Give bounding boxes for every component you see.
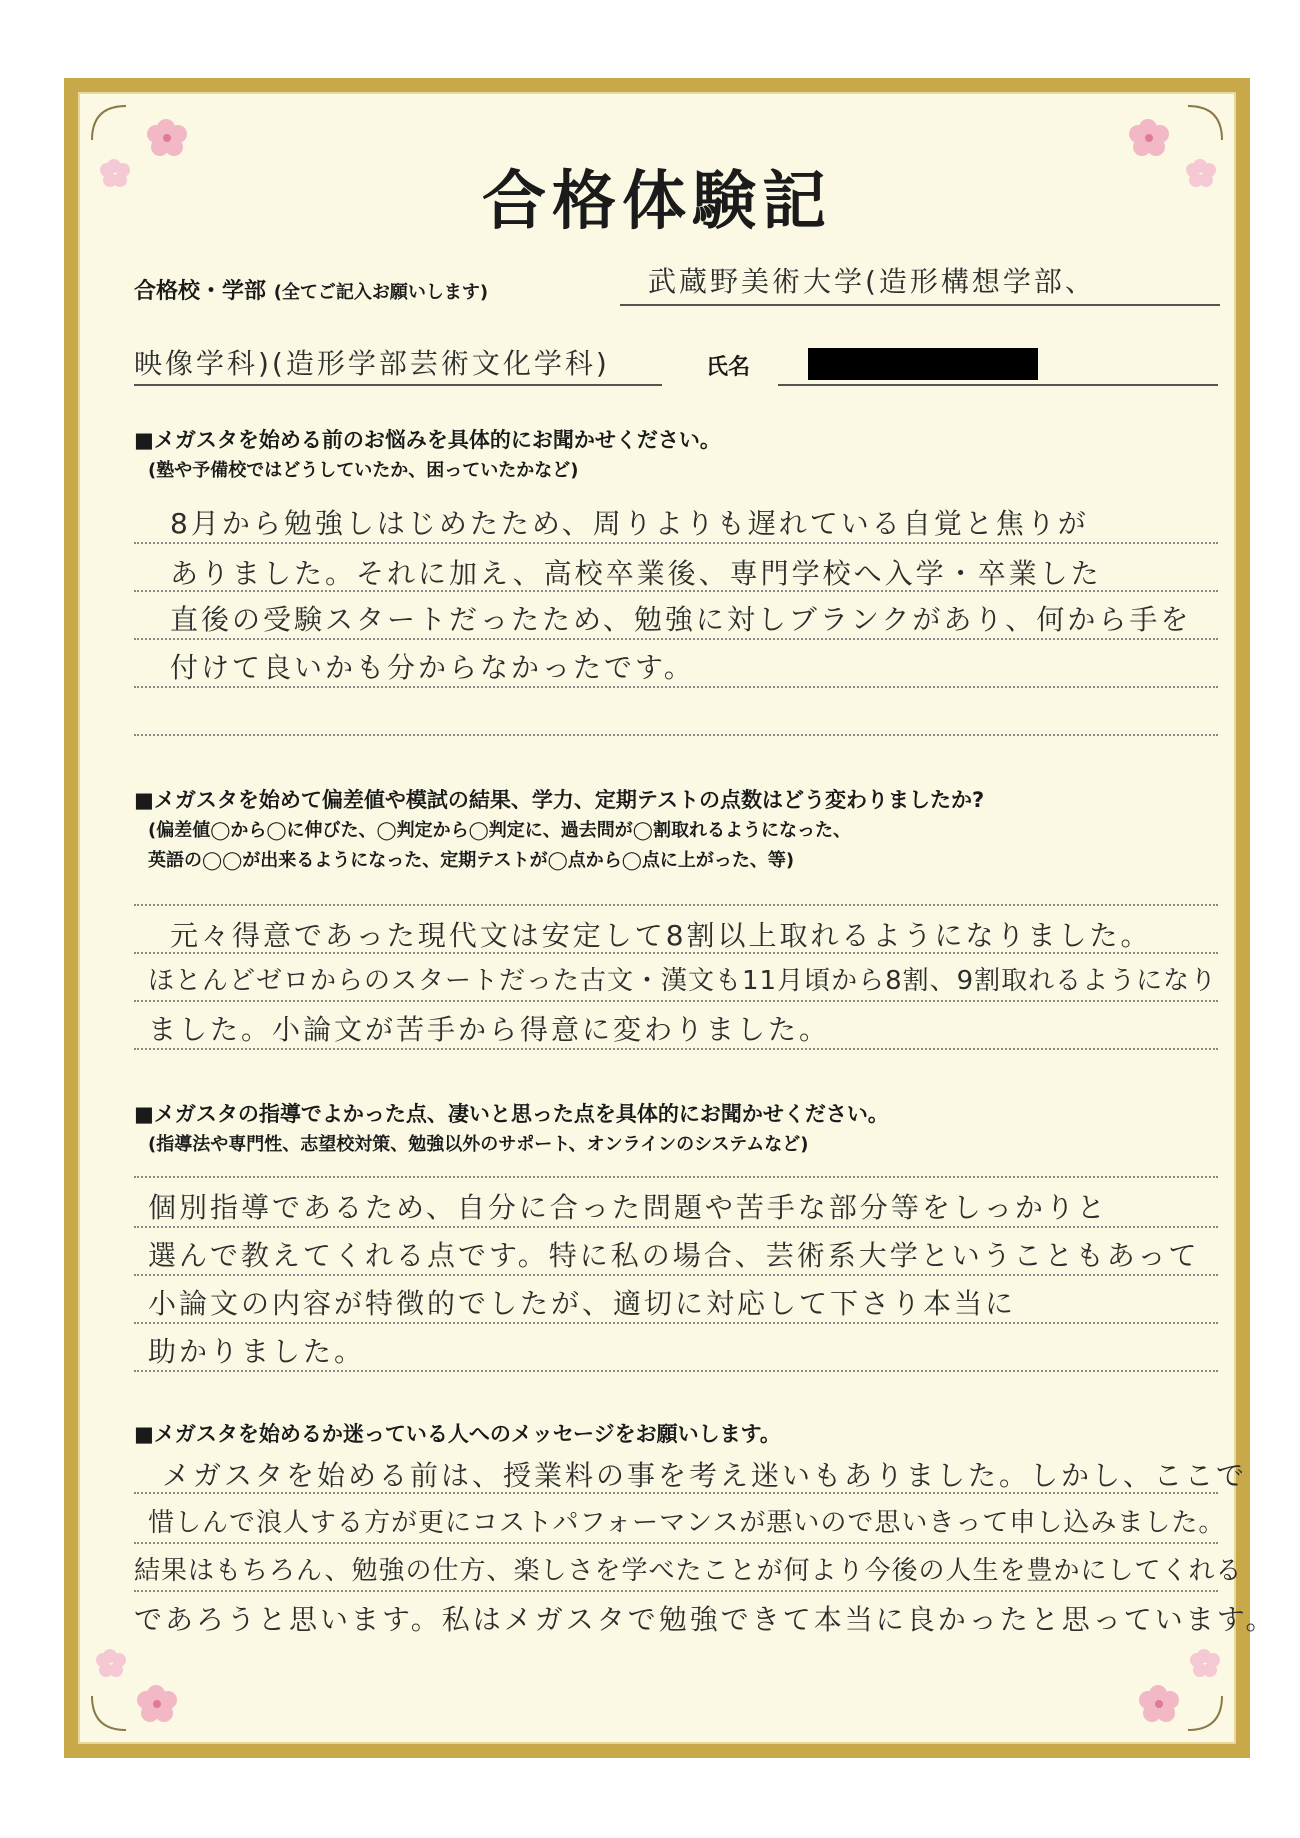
rule (134, 904, 1218, 906)
section3-answer-2: 選んで教えてくれる点です。特に私の場合、芸術系大学ということもあって (148, 1239, 1200, 1272)
section1-answer-4: 付けて良いかも分からなかったです。 (170, 651, 695, 684)
redacted-name (808, 348, 1038, 380)
section2-heading: ■メガスタを始めて偏差値や模試の結果、学力、定期テストの点数はどう変わりましたか? (134, 788, 985, 812)
rule (134, 1176, 1218, 1178)
rule (134, 686, 1218, 688)
section1-answer-1: 8月から勉強しはじめたため、周りよりも遅れている自覚と焦りが (170, 507, 1089, 540)
school-label (134, 274, 488, 305)
section4-answer-2: 惜しんで浪人する方が更にコストパフォーマンスが悪いので思いきって申し込みました。 (148, 1508, 1226, 1538)
section2-sub-2: 英語の◯◯が出来るようになった、定期テストが◯点から◯点に上がった、等) (148, 850, 795, 871)
school-underline-2 (134, 384, 662, 386)
name-label: 氏名 (706, 355, 751, 380)
section4-answer-1: メガスタを始める前は、授業料の事を考え迷いもありました。しかし、ここで (162, 1459, 1248, 1492)
section1-sub: (塾や予備校ではどうしていたか、困っていたかなど) (148, 460, 579, 481)
rule (134, 1000, 1218, 1002)
section1-answer-3: 直後の受験スタートだったため、勉強に対しブランクがあり、何から手を (170, 603, 1192, 636)
section2-answer-1: 元々得意であった現代文は安定して8割以上取れるようになりました。 (170, 919, 1152, 952)
rule (134, 734, 1218, 736)
section1-answer-2: ありました。それに加え、高校卒業後、専門学校へ入学・卒業した (170, 557, 1102, 590)
rule (134, 1322, 1218, 1324)
section3-sub: (指導法や専門性、志望校対策、勉強以外のサポート、オンラインのシステムなど) (148, 1134, 809, 1155)
section2-answer-3: ました。小論文が苦手から得意に変わりました。 (148, 1013, 831, 1046)
rule (134, 1274, 1218, 1276)
school-underline-1 (620, 304, 1220, 306)
school-answer-line1: 武蔵野美術大学(造形構想学部、 (648, 265, 1096, 298)
school-label-text: 合格校・学部 (134, 279, 267, 304)
section3-answer-1: 個別指導であるため、自分に合った問題や苦手な部分等をしっかりと (148, 1191, 1108, 1224)
rule (134, 1492, 1218, 1494)
rule (134, 952, 1218, 954)
rule (134, 638, 1218, 640)
section4-heading: ■メガスタを始めるか迷っている人へのメッセージをお願いします。 (134, 1422, 781, 1446)
rule (134, 1048, 1218, 1050)
section2-sub-1: (偏差値◯から◯に伸びた、◯判定から◯判定に、過去問が◯割取れるようになった、 (148, 820, 851, 841)
rule (134, 542, 1218, 544)
rule (134, 590, 1218, 592)
certificate-frame (64, 78, 1277, 1758)
section2-answer-2: ほとんどゼロからのスタートだった古文・漢文も11月頃から8割、9割取れるようになり (148, 966, 1218, 996)
section4-answer-3: 結果はもちろん、勉強の仕方、楽しさを学べたことが何より今後の人生を豊かにしてくれる (134, 1556, 1243, 1586)
school-note: (全てご記入お願いします) (273, 282, 489, 303)
school-answer-line2: 映像学科)(造形学部芸術文化学科) (134, 347, 610, 380)
section4-answer-4: であろうと思います。私はメガスタで勉強できて本当に良かったと思っています。 (134, 1603, 1277, 1636)
section3-answer-4: 助かりました。 (148, 1335, 366, 1368)
page-title: 合格体験記 (482, 164, 832, 239)
section1-heading: ■メガスタを始める前のお悩みを具体的にお聞かせください。 (134, 428, 721, 452)
rule (134, 1370, 1218, 1372)
paper (78, 92, 1277, 1744)
section3-answer-3: 小論文の内容が特徴的でしたが、適切に対応して下さり本当に (148, 1287, 1017, 1320)
name-underline (778, 384, 1218, 386)
rule (134, 1542, 1218, 1544)
rule (134, 1226, 1218, 1228)
section3-heading: ■メガスタの指導でよかった点、凄いと思った点を具体的にお聞かせください。 (134, 1102, 889, 1126)
rule (134, 1590, 1218, 1592)
